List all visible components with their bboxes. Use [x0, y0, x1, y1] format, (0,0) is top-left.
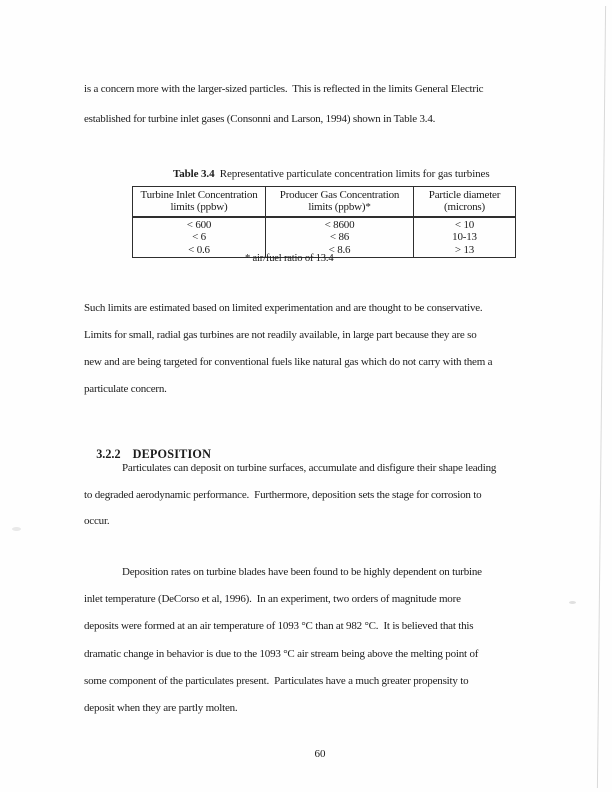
scan-artifact-edge-line: [597, 6, 606, 788]
table-caption-label: Table 3.4: [173, 168, 215, 180]
text-line: some component of the particulates present. Particulates have a much greater propensity to: [84, 674, 469, 687]
table-cell: < 6: [192, 231, 206, 244]
text-line: established for turbine inlet gases (Consonni and Larson, 1994) shown in Table 3.4.: [84, 113, 436, 125]
scan-artifact-dot: [569, 601, 576, 604]
header-line: (microns): [444, 201, 485, 214]
text-line: particulate concern.: [84, 383, 167, 395]
header-line: Turbine Inlet Concentration: [140, 189, 258, 201]
section-title: DEPOSITION: [132, 447, 212, 461]
header-producer-gas: [266, 187, 414, 217]
header-line: limits (ppbw): [170, 201, 228, 214]
scan-artifact-smudge: [12, 527, 21, 531]
header-line: limits (ppbw)*: [308, 201, 371, 214]
table-3-4: [132, 186, 516, 258]
table-footnote: * air/fuel ratio of 13.4: [245, 253, 334, 264]
table-cell: < 8.6: [328, 243, 351, 256]
header-particle-diameter: [414, 187, 516, 217]
text-line: Limits for small, radial gas turbines are not readily available, in large part because they are so: [84, 329, 477, 341]
text-line: dramatic change in behavior is due to the 1093 °C air stream being above the melting point of: [84, 647, 479, 660]
paragraph-intro: [84, 74, 483, 134]
text-line: deposit when they are partly molten.: [84, 702, 238, 715]
table-cell: < 86: [329, 231, 350, 244]
header-turbine-inlet: [133, 187, 266, 217]
text-line: deposits were formed at an air temperature of 1093 °C than at 982 °C. It is believed that this: [84, 620, 474, 633]
text-line: Particulates can deposit on turbine surfaces, accumulate and disfigure their shape leading: [122, 462, 497, 474]
text-line: occur.: [84, 515, 110, 527]
table-cell: 10-13: [452, 231, 477, 244]
table-cell: < 600: [186, 218, 212, 231]
paragraph-deposition-1: [84, 455, 496, 535]
text-line: Such limits are estimated based on limited experimentation and are thought to be conservative.: [84, 302, 483, 314]
table-caption-text: Representative particulate concentration limits for gas turbines: [214, 168, 490, 180]
text-line: Deposition rates on turbine blades have been found to be highly dependent on turbine: [122, 566, 482, 578]
paragraph-deposition-2: [84, 559, 482, 722]
table-cell: < 10: [454, 218, 475, 231]
paragraph-limits: [84, 295, 492, 403]
text-line: is a concern more with the larger-sized particles. This is reflected in the limits General Electric: [84, 83, 484, 95]
section-number: 3.2.2: [96, 447, 121, 461]
particulate-limits-table: [132, 186, 516, 258]
table-cell: > 13: [454, 243, 475, 256]
page-number: 60: [314, 748, 326, 760]
column-particle-diameter-values: [414, 217, 516, 258]
text-line: inlet temperature (DeCorso et al, 1996). In an experiment, two orders of magnitude more: [84, 593, 461, 606]
table-cell: < 0.6: [188, 243, 210, 256]
text-line: new and are being targeted for conventional fuels like natural gas which do not carry with them a: [84, 356, 493, 368]
header-line: Producer Gas Concentration: [279, 189, 400, 201]
table-header-row: [133, 187, 516, 217]
header-line: Particle diameter: [428, 189, 501, 201]
text-line: to degraded aerodynamic performance. Furthermore, deposition sets the stage for corrosion to: [84, 488, 482, 501]
table-cell: < 8600: [324, 218, 355, 231]
